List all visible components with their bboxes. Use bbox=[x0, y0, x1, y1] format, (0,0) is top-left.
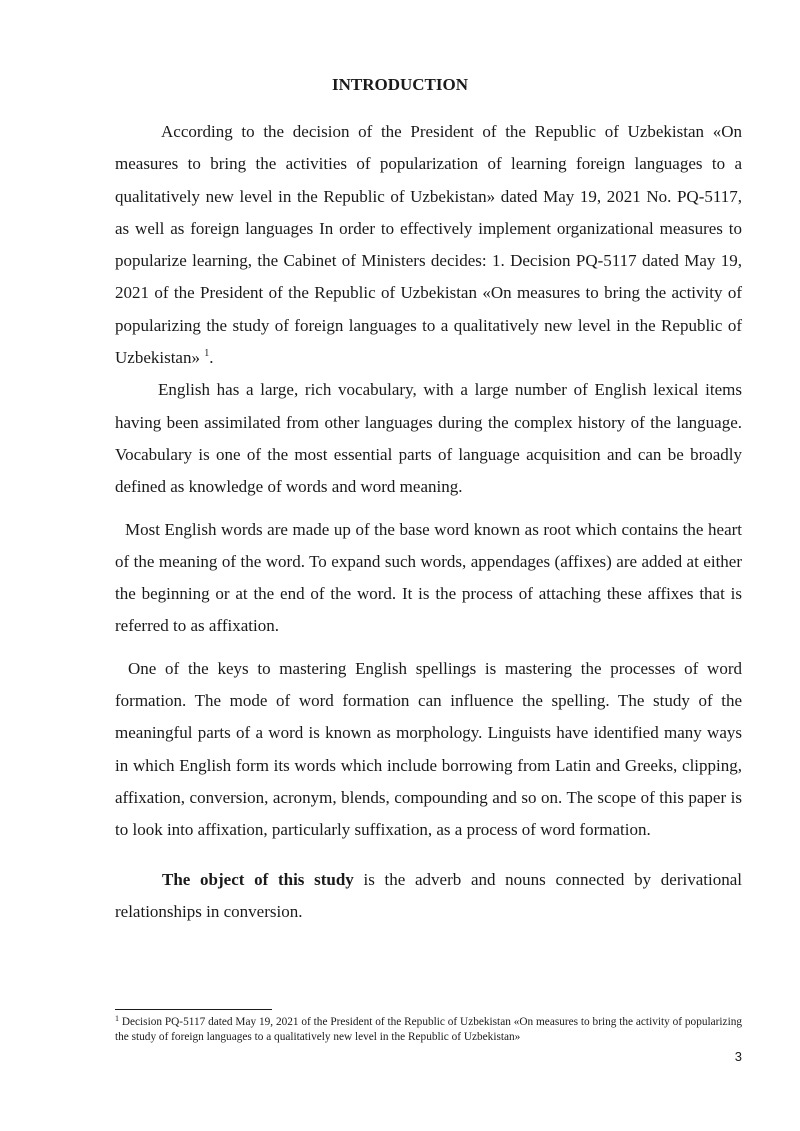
body-text bbox=[115, 116, 742, 928]
footnote-divider bbox=[115, 1009, 272, 1010]
footnote bbox=[115, 1015, 742, 1044]
paragraph-1-tail: . bbox=[209, 348, 214, 368]
paragraph-2: English has a large, rich vocabulary, with a large number of English lexical items having been assimilated from other languages during the complex history of the language. Vocabulary is one of the most essential parts of language acquisition and can be broadly defined as knowledge of words and word meaning. bbox=[115, 380, 742, 497]
footnote-reference[interactable]: 1 bbox=[204, 348, 210, 360]
study-object-label: The object of this study bbox=[162, 869, 354, 889]
footnote-mark: 1 bbox=[115, 1014, 119, 1023]
paragraph-3: Most English words are made up of the base word known as root which contains the heart of the meaning of the word. To expand such words, appendages (affixes) are added at either the beginning or at the end of the word. It is the process of attaching these affixes that is referred to as affixation. bbox=[115, 519, 742, 636]
paragraph-5-text: is the adverb and nouns connected by derivational relationships in conversion. bbox=[115, 869, 742, 921]
paragraph-1 bbox=[115, 116, 742, 374]
page-title: INTRODUCTION bbox=[331, 75, 469, 94]
paragraph-4: One of the keys to mastering English spellings is mastering the processes of word formation. The mode of word formation can influence the spelling. The study of the meaningful parts of a word is known as morphology. Linguists have identified many ways in which English form its words which include borrowing from Latin and Greeks, clipping, affixation, conversion, acronym, blends, compounding and so on. The scope of this paper is to look into affixation, particularly suffixation, as a process of word formation. bbox=[115, 658, 742, 840]
paragraph-1-text: According to the decision of the President of the Republic of Uzbekistan «On measures to bring the activities of popularization of learning foreign languages to a qualitatively new level in the Republic of Uzbekistan» dated May 19, 2021 No. PQ-5117, as well as foreign languages In order to effectively implement organizational measures to popularize learning, the Cabinet of Ministers decides: 1. Decision PQ-5117 dated May 19, 2021 of the President of the Republic of Uzbekistan «On measures to bring the activity of popularizing the study of foreign languages to a qualitatively new level in the Republic of Uzbekistan» bbox=[115, 122, 742, 368]
footnote-text: Decision PQ-5117 dated May 19, 2021 of the President of the Republic of Uzbekistan «On measures to bring the activity of popularizing the study of foreign languages to a qualitatively new level in the Republic of Uzbekistan» bbox=[115, 1016, 742, 1043]
paragraph-5 bbox=[115, 864, 742, 929]
page-number: 3 bbox=[734, 1049, 742, 1064]
